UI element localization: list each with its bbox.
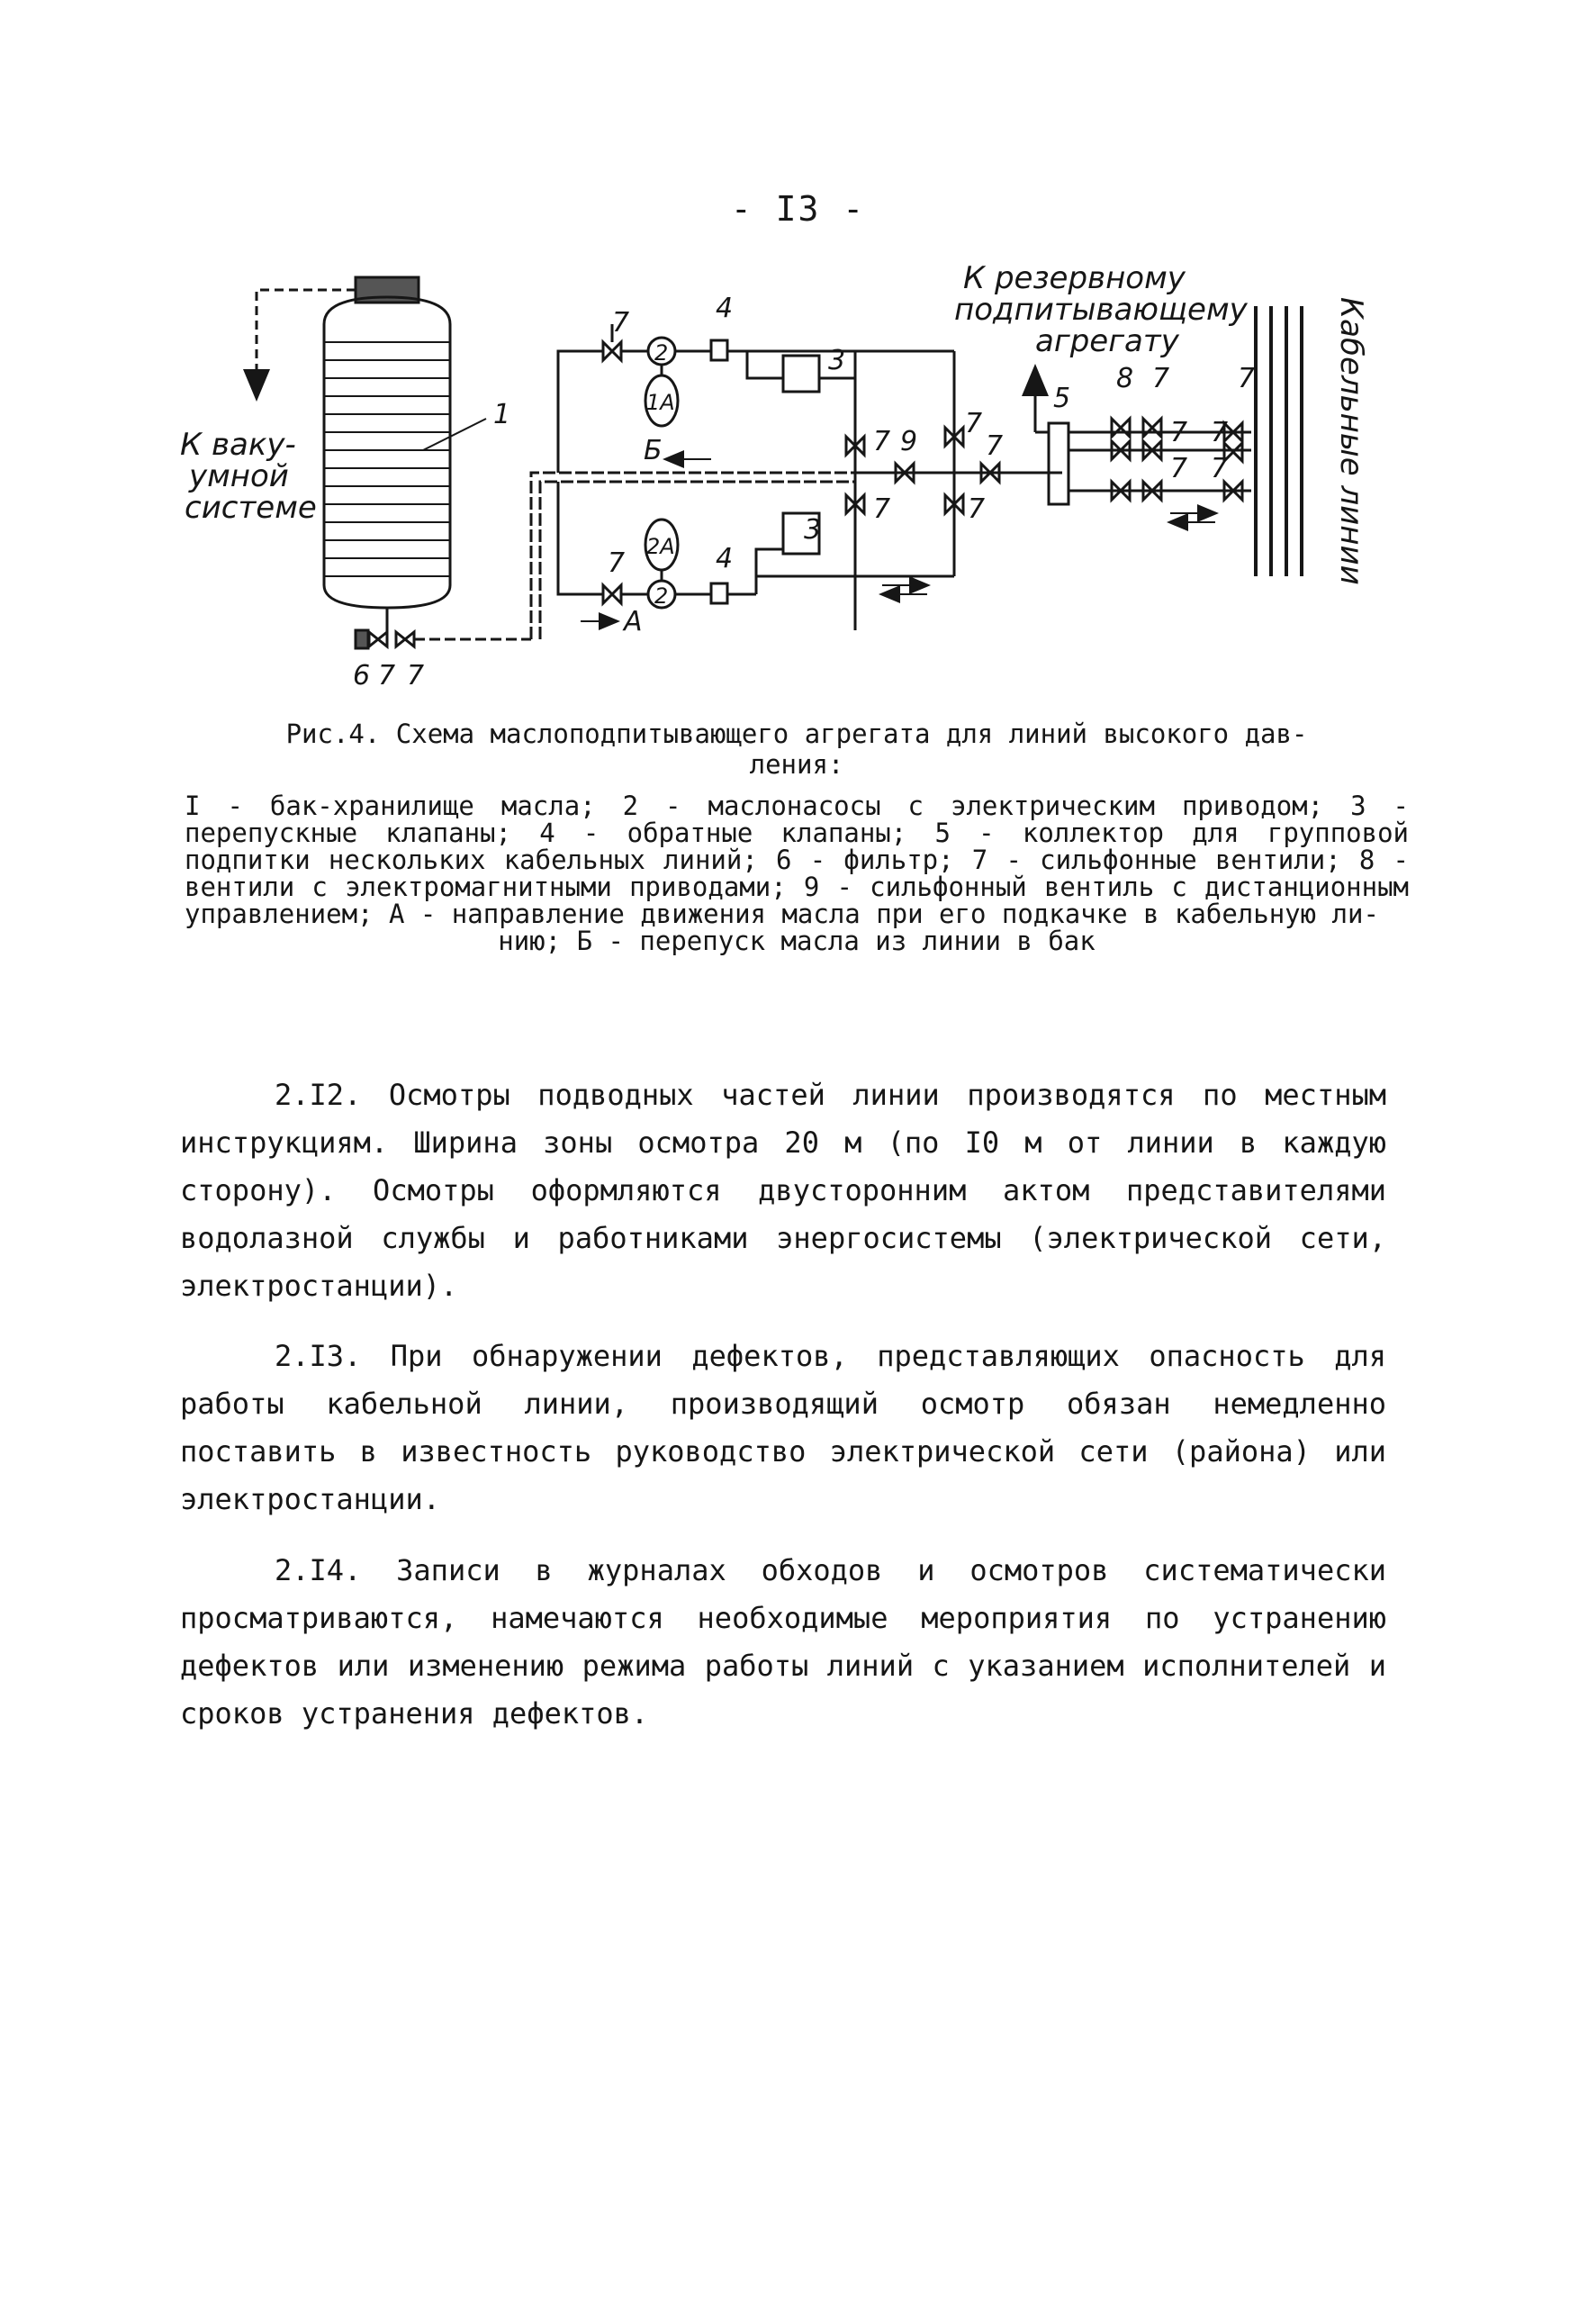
oil-feed-unit-diagram <box>0 0 1596 711</box>
flow-a-label: А <box>624 606 643 637</box>
collector-valve-7-e: 7 <box>1170 453 1188 484</box>
figure-legend-last-line: нию; Б - перепуск масла из линии в бак <box>498 926 1096 956</box>
cable-lines-label: Кабельные линии <box>1333 297 1369 585</box>
collector-valve-7-a: 7 <box>1152 363 1170 394</box>
upper-check-valve-number: 4 <box>716 293 734 324</box>
valve-7-e: 7 <box>968 493 986 525</box>
collector-number: 5 <box>1053 383 1071 414</box>
collector-valve-7-d: 7 <box>1211 417 1229 448</box>
valve-7-a: 7 <box>873 426 891 457</box>
reserve-label-2: подпитывающему <box>954 292 1248 328</box>
figure-legend <box>185 792 1409 954</box>
vacuum-label-3: системе <box>185 490 317 526</box>
lower-pump-symbol: 2 <box>654 583 669 609</box>
drain-valve-number-2: 7 <box>407 660 425 691</box>
tank-number: 1 <box>493 399 511 430</box>
vacuum-label-1: К ваку- <box>180 427 296 463</box>
filter-number: 6 <box>353 660 371 691</box>
vacuum-label-2: умной <box>189 458 289 494</box>
figure-caption-line-1: Рис.4. Схема маслоподпитывающего агрегата для линий высокого дав- <box>285 719 1308 749</box>
valve-7-b: 7 <box>965 408 983 439</box>
filter-and-drain-valves <box>356 608 531 648</box>
remote-valve-number: 9 <box>900 426 918 457</box>
lower-pump-number: 2А <box>646 534 675 559</box>
upper-pump-number: 1А <box>646 390 675 415</box>
paragraph-2-14: 2.I4. Записи в журналах обходов и осмотров систематически просматриваются, намечаются необходимые мероприятия по устранению дефектов или изменению режима работы линий с указанием исполнителей и сроков устранения дефектов. <box>180 1553 1386 1731</box>
figure-caption-title <box>185 719 1409 780</box>
flow-b-label: Б <box>644 435 663 466</box>
page-number: - I3 - <box>730 189 866 229</box>
oil-storage-tank <box>324 277 486 608</box>
lower-check-valve-number: 4 <box>716 543 734 574</box>
upper-bypass-number: 3 <box>828 345 846 376</box>
main-pipe <box>531 473 855 639</box>
figure-legend-main: I - бак-хранилище масла; 2 - маслонасосы с электрическим приводом; 3 - перепускные клапаны; 4 - обратные клапаны; 5 - коллектор для групповой подпитки нескольких кабельных линий; 6 - фильтр; 7 - сильфонные вентили; 8 - вентили с электромагнитными приводами; 9 - сильфонный вентиль с дистанционным управлением; А - направление движения масла при его подкачке в кабельную ли- <box>185 791 1409 929</box>
upper-valve-number: 7 <box>612 307 630 339</box>
collector-valve-7-b: 7 <box>1238 363 1256 394</box>
collector-valve-7-c: 7 <box>1170 417 1188 448</box>
drain-valve-number-1: 7 <box>378 660 396 691</box>
reserve-label-3: агрегату <box>1035 323 1179 359</box>
valve-7-d: 7 <box>873 493 891 525</box>
solenoid-valve-number: 8 <box>1116 363 1134 394</box>
upper-pump-symbol: 2 <box>654 340 669 366</box>
reserve-label-1: К резервному <box>963 260 1186 296</box>
valve-7-c: 7 <box>986 430 1004 462</box>
lower-pump-loop <box>558 482 954 608</box>
cable-lines <box>1256 306 1302 576</box>
lower-bypass-number: 3 <box>804 514 822 546</box>
lower-valve-number: 7 <box>608 547 626 579</box>
figure-caption-line-2: ления: <box>749 749 844 780</box>
paragraph-2-13: 2.I3. При обнаружении дефектов, представляющих опасность для работы кабельной линии, производящий осмотр обязан немедленно поставить в известность руководство электрической сети (района) или электростанции. <box>180 1339 1386 1516</box>
collector-valve-7-f: 7 <box>1211 453 1229 484</box>
paragraph-2-12: 2.I2. Осмотры подводных частей линии производятся по местным инструкциям. Ширина зоны осмотра 20 м (по I0 м от линии в каждую сторону). Осмотры оформляются двусторонним актом представителями водолазной службы и работниками энергосистемы (электрической сети, электростанции). <box>180 1078 1386 1303</box>
